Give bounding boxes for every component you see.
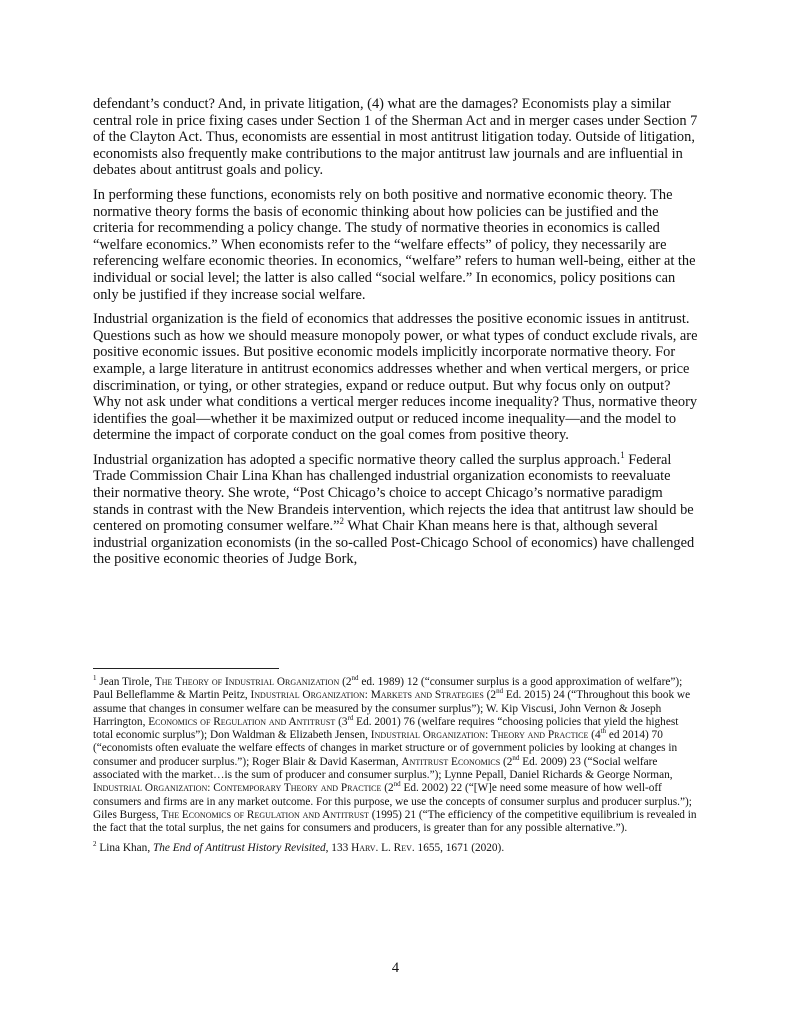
footnotes xyxy=(93,676,699,861)
paragraph: defendant’s conduct? And, in private litigation, (4) what are the damages? Economists play a similar central role in price fixing cases under Section 1 of the Sherman Act and in merger cases under Section 7 of the Clayton Act. Thus, economists are essential in most antitrust litigation today. Outside of litigation, economists also frequently make contributions to the major antitrust law journals and are influential in debates about antitrust goals and policy. xyxy=(93,96,698,179)
small-caps-title: Economics of Regulation and Antitrust xyxy=(148,715,336,728)
paragraph: Industrial organization is the field of economics that addresses the positive economic issues in antitrust. Questions such as how we should measure monopoly power, or what types of conduct exclude rivals, are positive economic issues. But positive economic models implicitly incorporate normative theory. For example, a large literature in antitrust economics addresses whether and when vertical mergers, or price discrimination, or tying, or other strategies, expand or reduce output. But why focus only on output? Why not ask under what conditions a vertical merger reduces income inequality? Thus, normative theory identifies the goal—whether it be maximized output or reduced income inequality—and the model to determine the impact of corporate conduct on the goal comes from positive theory. xyxy=(93,311,698,444)
paragraph: In performing these functions, economists rely on both positive and normative economic theory. The normative theory forms the basis of economic thinking about how policies can be justified and the criteria for recommending a policy change. The study of normative theories in economics is called “welfare economics.” When economists refer to the “welfare effects” of policy, they necessarily are referencing welfare economic theories. In economics, “welfare” refers to human well-being, either at the individual or social level; the latter is also called “social welfare.” In economics, policy positions can only be justified if they increase social welfare. xyxy=(93,186,696,303)
footnote: $^2$ Lina Khan, The End of Antitrust History Revisited, 133 Harv. L. Rev. 1655, 1671 (2020). xyxy=(93,839,505,854)
superscript: nd xyxy=(496,687,504,696)
small-caps-title: Harv. L. Rev. xyxy=(351,841,415,854)
superscript: nd xyxy=(351,674,359,683)
page-number: 4 xyxy=(391,960,400,976)
small-caps-title: Industrial Organization: Theory and Practice xyxy=(370,729,589,742)
small-caps-title: The Economics of Regulation and Antitrust xyxy=(161,808,369,821)
superscript: rd xyxy=(347,714,354,723)
small-caps-title: Industrial Organization: Contemporary Theory and Practice xyxy=(93,782,382,795)
footnote-separator xyxy=(93,668,279,669)
superscript: 2 xyxy=(339,516,344,527)
superscript: th xyxy=(600,727,607,736)
body-text xyxy=(93,96,699,576)
italic-title: The End of Antitrust History Revisited xyxy=(152,841,326,854)
superscript: nd xyxy=(512,754,520,763)
superscript: 1 xyxy=(620,450,625,461)
superscript: 1 xyxy=(93,674,97,683)
small-caps-title: Industrial Organization: Markets and Strategies xyxy=(250,689,484,702)
superscript: 2 xyxy=(93,839,97,848)
footnote: $^1$ Jean Tirole, The Theory of Industrial Organization (2nd ed. 1989) 12 (“consumer surplus is a good approximation of welfare”); Paul Belleflamme & Martin Peitz, Industrial Organization: Markets and Strategies (2nd Ed. 2015) 24 (“Throughout this book we assume that changes in consumer welfare can be measured by the consumer surplus”); W. Kip Viscusi, John Vernon & Joseph Harrington, Economics of Regulation and Antitrust (3rd Ed. 2001) 76 (welfare requires “choosing policies that yield the highest total economic surplus”); Don Waldman & Elizabeth Jensen, Industrial Organization: Theory and Practice (4th ed 2014) 70 (“economists often evaluate the welfare effects of changes in market structure or of government policies by looking at changes in consumer and producer surplus.”); Roger Blair & David Kaserman, Antitrust Economics (2nd Ed. 2009) 23 (“Social welfare associated with the market…is the sum of producer and consumer surplus.”); Lynne Pepall, Daniel Richards & George Norman, Industrial Organization: Contemporary Theory and Practice (2nd Ed. 2002) 22 (“[W]e need some measure of how well-off consumers and firms are in any market outcome. For this purpose, we use the concepts of consumer surplus and producer surplus.”); Giles Burgess, The Economics of Regulation and Antitrust (1995) 21 (“The efficiency of the competitive equilibrium is revealed in the fact that the total surplus, the net gains for consumers and producers, is greater than for any possible alternative.”). xyxy=(93,674,697,835)
superscript: nd xyxy=(393,780,401,789)
small-caps-title: Antitrust Economics xyxy=(401,755,501,768)
small-caps-title: The Theory of Industrial Organization xyxy=(154,676,340,688)
paragraph: Industrial organization has adopted a specific normative theory called the surplus approach.$^1$ Federal Trade Commission Chair Lina Khan has challenged industrial organization economists to reevaluate their normative theory. She wrote, “Post Chicago’s choice to accept Chicago’s normative paradigm stands in contrast with the New Brandeis intervention, which rejects the idea that antitrust law should be centered on promoting consumer welfare.”$^2$ What Chair Khan means here is that, although several industrial organization economists (in the so-called Post-Chicago School of economics) have challenged the positive economic theories of Judge Bork, xyxy=(93,450,695,568)
